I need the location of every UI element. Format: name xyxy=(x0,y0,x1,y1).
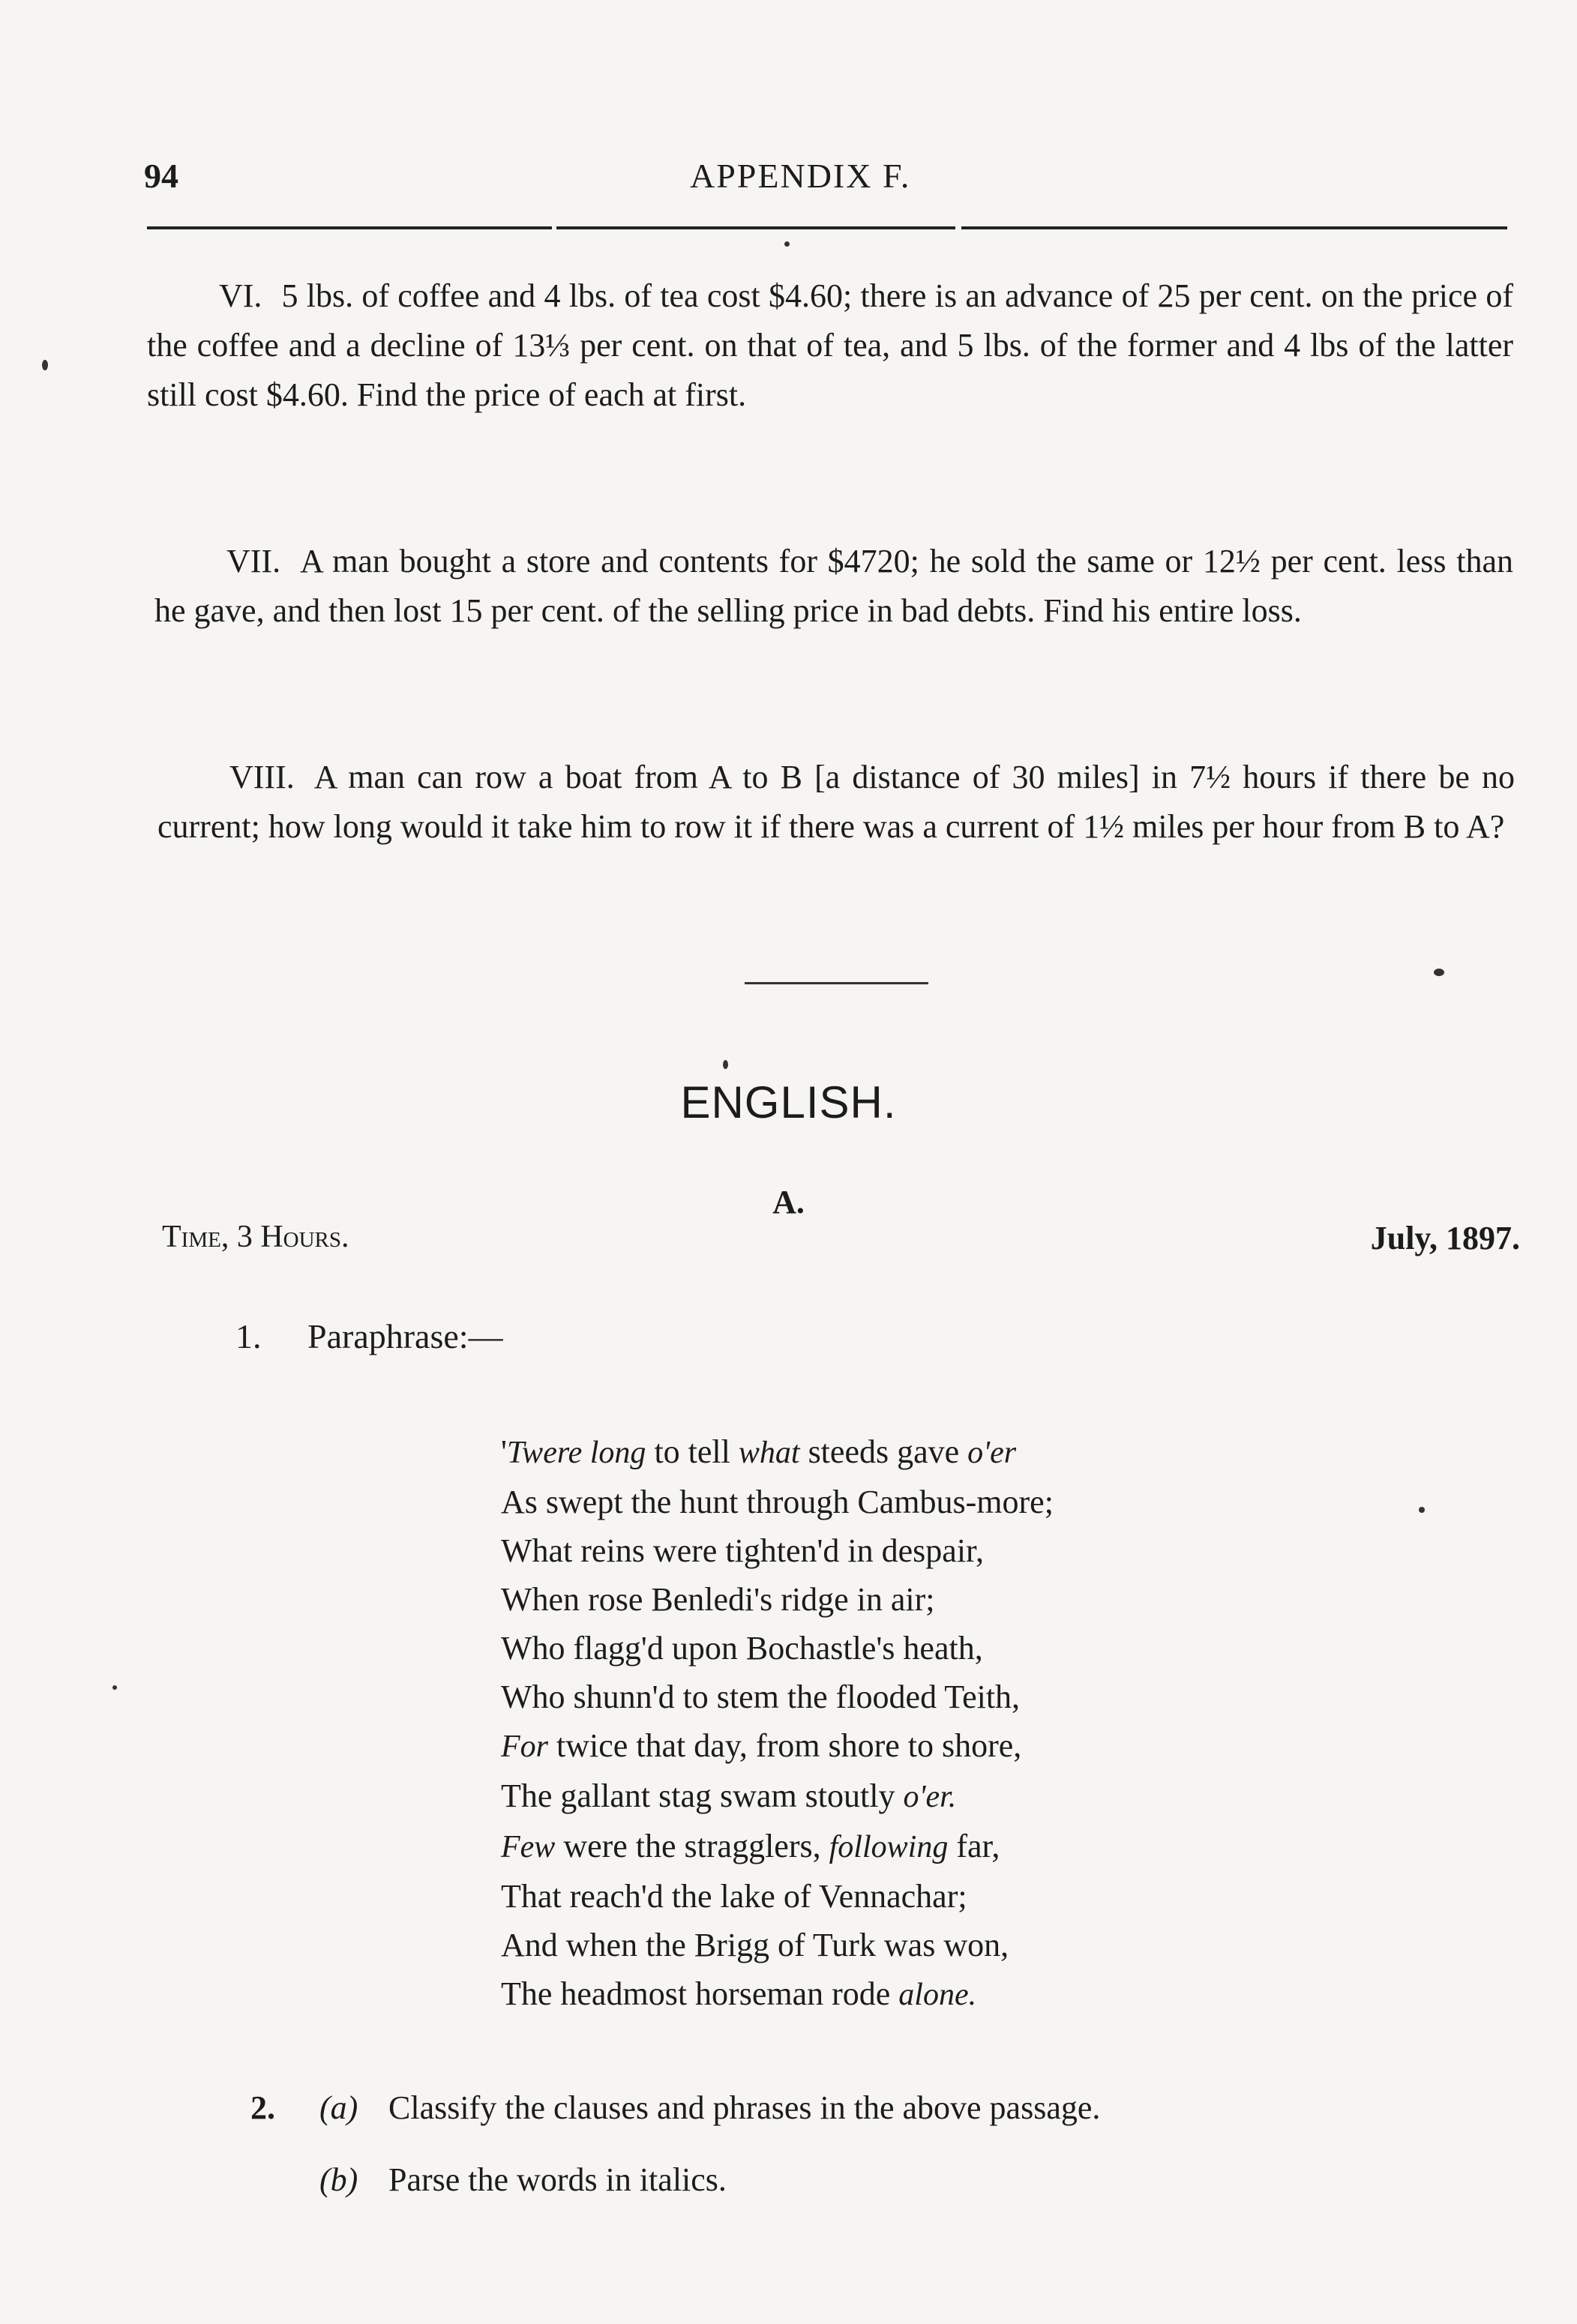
question-number: 1. xyxy=(235,1317,262,1355)
poem-line xyxy=(501,1872,1054,1921)
italic-word: following xyxy=(829,1830,949,1864)
poem-text: When rose Benledi's ridge in air; xyxy=(501,1581,935,1618)
italic-word: Few xyxy=(501,1830,556,1864)
poem-text: were the stragglers, xyxy=(555,1828,829,1864)
problem-text: A man bought a store and contents for $4720; he sold the same or 12½ per cent. less than he gave, and then lost 15 per cent. of the selling price in bad debts. Find his entire loss. xyxy=(154,543,1513,629)
poem-passage xyxy=(501,1427,1054,2020)
problem-number: VI. xyxy=(219,277,262,314)
scan-speck xyxy=(723,1060,728,1069)
subquestion-label: (b) xyxy=(319,2161,358,2198)
problem-text: 5 lbs. of coffee and 4 lbs. of tea cost $4.60; there is an advance of 25 per cent. on the price of the coffee and a decline of 13⅓ per cent. on that of tea, and 5 lbs. of the former and 4 lbs of the latter still cost $4.60. Find the price of each at first. xyxy=(147,277,1513,413)
subquestion-label: (a) xyxy=(319,2089,358,2126)
poem-text: Who shunn'd to stem the flooded Teith, xyxy=(501,1679,1021,1715)
poem-line xyxy=(501,1921,1054,1969)
italic-word: Twere long xyxy=(506,1436,646,1470)
poem-line xyxy=(501,1478,1054,1526)
poem-text: far, xyxy=(948,1828,1000,1864)
problem-text: A man can row a boat from A to B [a distance of 30 miles] in 7½ hours if there be no current; how long would it take him to row it if there was a current of 1½ miles per hour from B to A? xyxy=(157,759,1515,845)
section-divider xyxy=(745,982,928,984)
exam-date: July, 1897. xyxy=(1370,1220,1520,1256)
poem-line xyxy=(501,1673,1054,1721)
italic-word: what xyxy=(738,1436,800,1470)
scan-speck xyxy=(112,1685,117,1690)
poem-text: That reach'd the lake of Vennachar; xyxy=(501,1878,967,1915)
question-label: Paraphrase:— xyxy=(307,1317,503,1355)
poem-text: ' xyxy=(501,1433,507,1470)
poem-line xyxy=(501,1575,1054,1624)
subquestion-text: Classify the clauses and phrases in the above passage. xyxy=(388,2089,1101,2126)
question-1 xyxy=(235,1316,503,1356)
exam-time: Time, 3 Hours. xyxy=(162,1220,349,1254)
question-2 xyxy=(250,2072,1100,2216)
italic-word: o'er xyxy=(967,1436,1017,1470)
poem-text: As swept the hunt through Cambus-more; xyxy=(501,1484,1054,1520)
scan-speck xyxy=(1434,969,1444,976)
poem-text: And when the Brigg of Turk was won, xyxy=(501,1927,1009,1963)
scan-speck xyxy=(784,241,790,247)
poem-text: Who flagg'd upon Bochastle's heath, xyxy=(501,1630,983,1667)
scan-speck xyxy=(42,360,48,370)
page-number: 94 xyxy=(144,157,178,195)
question-2b xyxy=(250,2144,1100,2216)
scan-speck xyxy=(1419,1507,1425,1513)
section-letter: A. xyxy=(772,1184,805,1220)
italic-word: alone. xyxy=(898,1978,977,2012)
running-head: APPENDIX F. xyxy=(690,157,911,195)
problem-7 xyxy=(154,537,1513,636)
poem-line xyxy=(501,1969,1054,2020)
poem-text: The gallant stag swam stoutly xyxy=(501,1777,904,1814)
header-rule-left xyxy=(147,226,552,229)
italic-word: For xyxy=(501,1730,548,1764)
poem-text: twice that day, from shore to shore, xyxy=(548,1727,1022,1764)
section-title: ENGLISH. xyxy=(680,1077,897,1128)
poem-text: The headmost horseman rode xyxy=(501,1975,899,2012)
problem-6 xyxy=(147,271,1513,420)
question-2a xyxy=(250,2072,1100,2144)
poem-line xyxy=(501,1526,1054,1575)
poem-line xyxy=(501,1721,1054,1771)
poem-line xyxy=(501,1624,1054,1673)
header-rule-middle xyxy=(556,226,955,229)
problem-number: VIII. xyxy=(229,759,295,795)
poem-text: What reins were tighten'd in despair, xyxy=(501,1532,984,1569)
poem-text: to tell xyxy=(646,1433,739,1470)
question-number: 2. xyxy=(250,2089,275,2126)
poem-line xyxy=(501,1822,1054,1872)
header-rule-right xyxy=(961,226,1507,229)
problem-8 xyxy=(157,753,1515,852)
italic-word: o'er. xyxy=(903,1780,957,1814)
subquestion-text: Parse the words in italics. xyxy=(388,2161,727,2198)
poem-line xyxy=(501,1427,1054,1478)
poem-text: steeds gave xyxy=(799,1433,968,1470)
poem-line xyxy=(501,1771,1054,1822)
problem-number: VII. xyxy=(226,543,281,580)
